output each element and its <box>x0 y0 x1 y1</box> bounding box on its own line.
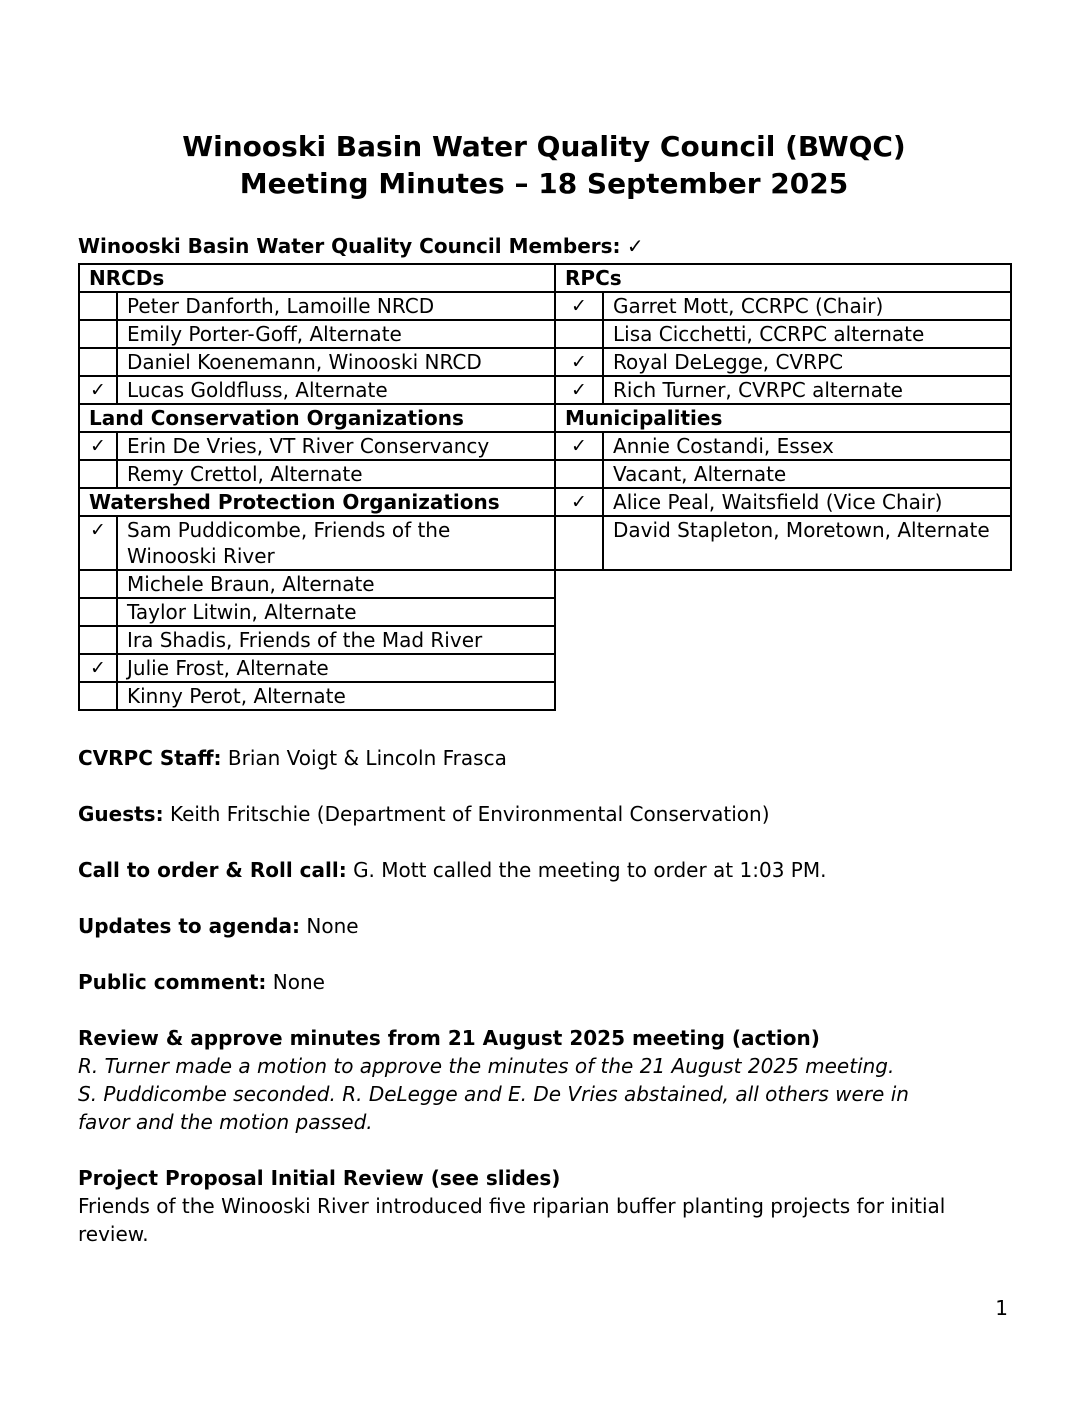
member-name: Annie Costandi, Essex <box>603 432 1011 460</box>
member-name: Kinny Perot, Alternate <box>117 682 555 710</box>
attendance-check-cell <box>79 682 117 710</box>
attendance-check-cell: ✓ <box>555 432 603 460</box>
project-proposal-section <box>78 1164 1010 1248</box>
member-name: Vacant, Alternate <box>603 460 1011 488</box>
table-row <box>79 376 1011 404</box>
members-heading <box>78 233 1010 259</box>
attendance-check-cell <box>79 460 117 488</box>
table-row <box>79 264 1011 292</box>
attendance-check-cell <box>79 570 117 598</box>
attendance-check-cell: ✓ <box>79 654 117 682</box>
minutes-body <box>78 744 1010 1248</box>
review-minutes-heading: Review & approve minutes from 21 August 2025 meeting (action) <box>78 1026 820 1050</box>
section-header-rpcs: RPCs <box>555 264 1011 292</box>
member-name: Erin De Vries, VT River Conservancy <box>117 432 555 460</box>
guests-value: Keith Fritschie (Department of Environmental Conservation) <box>169 802 770 826</box>
table-row <box>79 432 1011 460</box>
call-to-order-line <box>78 856 1010 884</box>
page-title-line2: Meeting Minutes – 18 September 2025 <box>239 167 849 200</box>
attendance-check-cell <box>79 292 117 320</box>
updates-to-agenda-label: Updates to agenda: <box>78 914 301 938</box>
section-header-watershed-protection: Watershed Protection Organizations <box>79 488 555 516</box>
member-name: Lisa Cicchetti, CCRPC alternate <box>603 320 1011 348</box>
attendance-check-cell <box>79 598 117 626</box>
members-heading-label: Winooski Basin Water Quality Council Members: <box>78 234 621 258</box>
member-name: Daniel Koenemann, Winooski NRCD <box>117 348 555 376</box>
member-name: Ira Shadis, Friends of the Mad River <box>117 626 555 654</box>
page-title-line1: Winooski Basin Water Quality Council (BWQC) <box>182 130 906 163</box>
member-name: Peter Danforth, Lamoille NRCD <box>117 292 555 320</box>
table-row <box>79 598 1011 626</box>
public-comment-line <box>78 968 1010 996</box>
attendance-check-cell <box>555 320 603 348</box>
attendance-check-cell <box>79 348 117 376</box>
motion-text-line: R. Turner made a motion to approve the minutes of the 21 August 2025 meeting. <box>78 1054 895 1078</box>
members-attendance-table <box>78 263 1012 711</box>
cvrpc-staff-value: Brian Voigt & Lincoln Frasca <box>227 746 507 770</box>
member-name: Sam Puddicombe, Friends of the Winooski River <box>117 516 555 570</box>
check-icon: ✓ <box>626 234 644 258</box>
page-title <box>78 128 1010 202</box>
attendance-check-cell: ✓ <box>555 292 603 320</box>
table-row <box>79 570 1011 598</box>
review-minutes-section <box>78 1024 1010 1136</box>
table-row <box>79 348 1011 376</box>
project-proposal-text-line: review. <box>78 1222 149 1246</box>
project-proposal-text-line: Friends of the Winooski River introduced five riparian buffer planting projects for initial <box>78 1194 946 1218</box>
table-row <box>79 460 1011 488</box>
attendance-check-cell: ✓ <box>79 376 117 404</box>
attendance-check-cell: ✓ <box>79 516 117 570</box>
section-header-land-conservation: Land Conservation Organizations <box>79 404 555 432</box>
attendance-check-cell: ✓ <box>555 376 603 404</box>
table-row <box>79 682 1011 710</box>
table-row <box>79 516 1011 570</box>
cvrpc-staff-line <box>78 744 1010 772</box>
attendance-check-cell <box>555 516 603 570</box>
table-row <box>79 320 1011 348</box>
cvrpc-staff-label: CVRPC Staff: <box>78 746 222 770</box>
member-name: Lucas Goldfluss, Alternate <box>117 376 555 404</box>
member-name: Remy Crettol, Alternate <box>117 460 555 488</box>
call-to-order-label: Call to order & Roll call: <box>78 858 347 882</box>
guests-label: Guests: <box>78 802 164 826</box>
motion-text-line: S. Puddicombe seconded. R. DeLegge and E. De Vries abstained, all others were in <box>78 1082 909 1106</box>
member-name: Rich Turner, CVRPC alternate <box>603 376 1011 404</box>
page-number: 1 <box>995 1296 1008 1320</box>
member-name: David Stapleton, Moretown, Alternate <box>603 516 1011 570</box>
updates-to-agenda-line <box>78 912 1010 940</box>
guests-line <box>78 800 1010 828</box>
public-comment-label: Public comment: <box>78 970 267 994</box>
member-name: Royal DeLegge, CVRPC <box>603 348 1011 376</box>
member-name: Michele Braun, Alternate <box>117 570 555 598</box>
attendance-check-cell: ✓ <box>555 348 603 376</box>
section-header-municipalities: Municipalities <box>555 404 1011 432</box>
updates-to-agenda-value: None <box>306 914 359 938</box>
project-proposal-heading: Project Proposal Initial Review (see slides) <box>78 1166 561 1190</box>
member-name: Garret Mott, CCRPC (Chair) <box>603 292 1011 320</box>
attendance-check-cell <box>79 626 117 654</box>
member-name: Taylor Litwin, Alternate <box>117 598 555 626</box>
public-comment-value: None <box>272 970 325 994</box>
member-name: Alice Peal, Waitsfield (Vice Chair) <box>603 488 1011 516</box>
table-row <box>79 404 1011 432</box>
attendance-check-cell <box>555 460 603 488</box>
table-row <box>79 488 1011 516</box>
table-row <box>79 654 1011 682</box>
attendance-check-cell: ✓ <box>555 488 603 516</box>
section-header-nrcds: NRCDs <box>79 264 555 292</box>
call-to-order-value: G. Mott called the meeting to order at 1:03 PM. <box>353 858 827 882</box>
motion-text-line: favor and the motion passed. <box>78 1110 373 1134</box>
attendance-check-cell: ✓ <box>79 432 117 460</box>
member-name: Julie Frost, Alternate <box>117 654 555 682</box>
attendance-check-cell <box>79 320 117 348</box>
table-row <box>79 626 1011 654</box>
member-name: Emily Porter-Goff, Alternate <box>117 320 555 348</box>
table-row <box>79 292 1011 320</box>
